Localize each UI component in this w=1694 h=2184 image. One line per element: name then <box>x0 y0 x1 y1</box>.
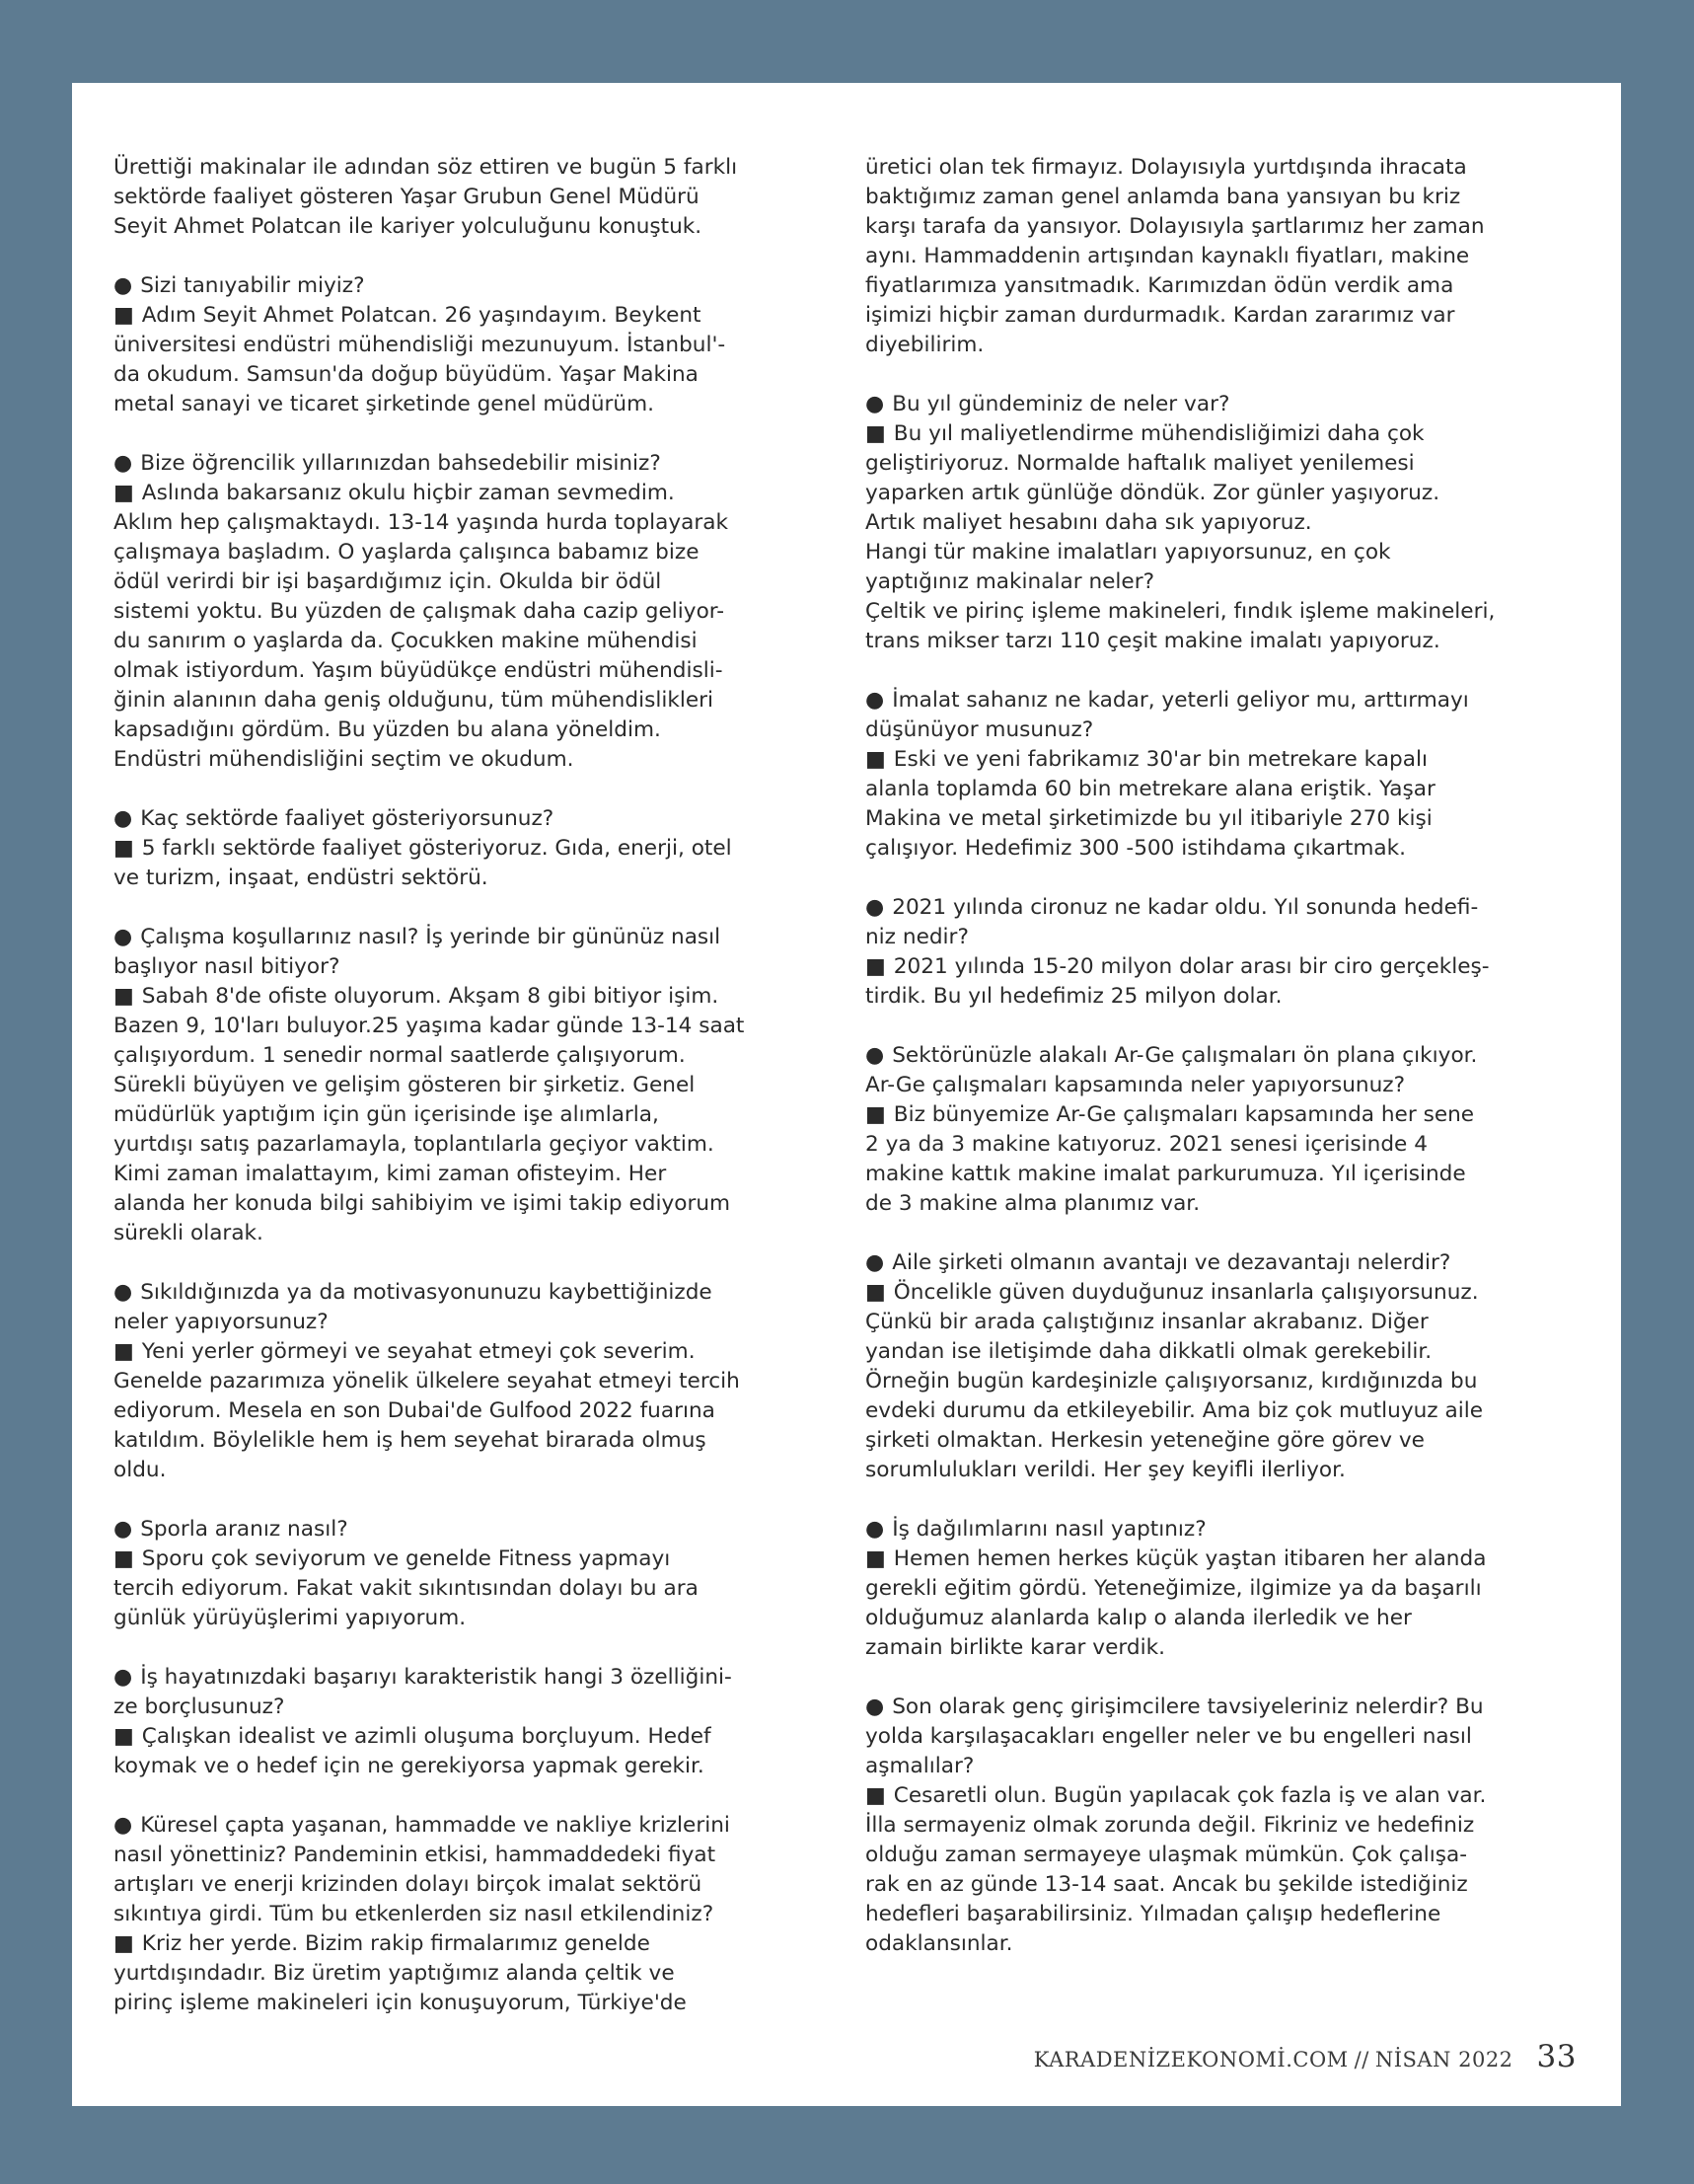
qa-block <box>865 390 1585 656</box>
answer-line: ödül verirdi bir işi başardığımız için. Okulda bir ödül <box>113 569 662 594</box>
answer-line: ■ Kriz her yerde. Bizim rakip firmalarımız genelde <box>113 1929 834 1959</box>
question-line: ● 2021 yılında cironuz ne kadar oldu. Yıl sonunda hedefi- <box>865 893 1585 923</box>
question-line: niz nedir? <box>865 925 969 949</box>
footer-issue: NİSAN 2022 <box>1374 2048 1513 2071</box>
answer-line: hedefleri başarabilirsiniz. Yılmadan çalışıp hedeflerine <box>865 1902 1441 1926</box>
answer-line: Makina ve metal şirketimizde bu yıl itibariyle 270 kişi <box>865 806 1433 831</box>
answer-line: yurtdışı satış pazarlamayla, toplantılarla geçiyor vaktim. <box>113 1132 714 1157</box>
question-line: ● Kaç sektörde faaliyet gösteriyorsunuz? <box>113 804 834 834</box>
answer-line: Çünkü bir arada çalıştığınız insanlar akrabanız. Diğer <box>865 1310 1429 1334</box>
question-line: ● Sektörünüzle alakalı Ar-Ge çalışmaları ön plana çıkıyor. <box>865 1041 1585 1071</box>
question-line: ● İş dağılımlarını nasıl yaptınız? <box>865 1515 1585 1544</box>
qa-block <box>113 1515 834 1633</box>
answer-line: yurtdışındadır. Biz üretim yaptığımız alanda çeltik ve <box>113 1961 675 1986</box>
answer-line: fiyatlarımıza yansıtmadık. Karımızdan ödün verdik ama <box>865 273 1454 298</box>
qa-block <box>113 271 834 419</box>
answer-line: ■ 5 farklı sektörde faaliyet gösteriyoruz. Gıda, enerji, otel <box>113 834 834 864</box>
question-line: ● İmalat sahanız ne kadar, yeterli geliyor mu, arttırmayı <box>865 686 1585 715</box>
answer-line: geliştiriyoruz. Normalde haftalık maliyet yenilemesi <box>865 451 1415 476</box>
question-line: nasıl yönettiniz? Pandeminin etkisi, hammaddedeki fiyat <box>113 1843 716 1867</box>
answer-line: gerekli eğitim gördü. Yeteneğimize, ilgimize ya da başarılı <box>865 1576 1482 1601</box>
answer-line: Çeltik ve pirinç işleme makineleri, fındık işleme makineleri, <box>865 599 1496 624</box>
qa-block <box>865 893 1585 1012</box>
answer-line: işimizi hiçbir zaman durdurmadık. Kardan zararımız var <box>865 303 1455 328</box>
answer-line: evdeki durumu da etkileyebilir. Ama biz çok mutluyuz aile <box>865 1398 1484 1423</box>
answer-line: şirketi olmaktan. Herkesin yeteneğine göre görev ve <box>865 1428 1425 1453</box>
page-number: 33 <box>1536 2039 1577 2074</box>
answer-line: ediyorum. Mesela en son Dubai'de Gulfood 2022 fuarına <box>113 1398 715 1423</box>
answer-line: metal sanayi ve ticaret şirketinde genel müdürüm. <box>113 392 655 416</box>
question-line: ● Son olarak genç girişimcilere tavsiyeleriniz nelerdir? Bu <box>865 1693 1585 1722</box>
question-line: ● Bu yıl gündeminiz de neler var? <box>865 390 1585 419</box>
question-line: ● İş hayatınızdaki başarıyı karakteristik hangi 3 özelliğini- <box>113 1663 834 1693</box>
question-line: ze borçlusunuz? <box>113 1694 285 1719</box>
answer-line: baktığımız zaman genel anlamda bana yansıyan bu kriz <box>865 185 1461 209</box>
answer-line: zamain birlikte karar verdik. <box>865 1635 1165 1660</box>
continued-answer <box>865 153 1585 360</box>
answer-line: yaptığınız makinalar neler? <box>865 569 1155 594</box>
answer-line: ■ Öncelikle güven duyduğunuz insanlarla çalışıyorsunuz. <box>865 1278 1585 1308</box>
answer-line: alanla toplamda 60 bin metrekare alana eriştik. Yaşar <box>865 777 1436 801</box>
page-footer <box>1034 2039 1577 2074</box>
right-column <box>865 153 1585 1989</box>
answer-line: de 3 makine alma planımız var. <box>865 1191 1201 1216</box>
footer-site: KARADENİZEKONOMİ.COM <box>1033 2048 1349 2071</box>
question-line: yolda karşılaşacakları engeller neler ve bu engelleri nasıl <box>865 1724 1472 1749</box>
answer-line: sürekli olarak. <box>113 1221 263 1245</box>
intro-line: Seyit Ahmet Polatcan ile kariyer yolculuğunu konuştuk. <box>113 214 702 239</box>
magazine-page <box>72 83 1621 2106</box>
answer-line: ■ Sporu çok seviyorum ve genelde Fitness yapmayı <box>113 1544 834 1574</box>
qa-block <box>865 686 1585 864</box>
left-column <box>113 153 834 2048</box>
answer-line: olduğu zaman sermayeye ulaşmak mümkün. Çok çalışa- <box>865 1843 1468 1867</box>
answer-line: müdürlük yaptığım için gün içerisinde işe alımlarla, <box>113 1102 659 1127</box>
answer-line: olduğumuz alanlarda kalıp o alanda ilerledik ve her <box>865 1606 1412 1630</box>
answer-line: oldu. <box>113 1458 167 1482</box>
answer-line: diyebilirim. <box>865 333 985 357</box>
question-line: ● Sporla aranız nasıl? <box>113 1515 834 1544</box>
qa-block <box>865 1515 1585 1663</box>
qa-block <box>865 1248 1585 1485</box>
answer-line: yandan ise iletişimde daha dikkatli olmak gerekebilir. <box>865 1339 1433 1364</box>
answer-line: ■ 2021 yılında 15-20 milyon dolar arası bir ciro gerçekleş- <box>865 952 1585 982</box>
answer-line: kapsadığını gördüm. Bu yüzden bu alana yöneldim. <box>113 717 661 742</box>
answer-line: du sanırım o yaşlarda da. Çocukken makine mühendisi <box>113 629 698 653</box>
answer-line: Genelde pazarımıza yönelik ülkelere seyahat etmeyi tercih <box>113 1369 740 1393</box>
question-line: başlıyor nasıl bitiyor? <box>113 954 340 979</box>
answer-line: ve turizm, inşaat, endüstri sektörü. <box>113 866 488 890</box>
answer-line: ■ Cesaretli olun. Bugün yapılacak çok fazla iş ve alan var. <box>865 1781 1585 1811</box>
answer-line: ğinin alanının daha geniş olduğunu, tüm mühendislikleri <box>113 688 713 713</box>
answer-line: sorumlulukları verildi. Her şey keyifli ilerliyor. <box>865 1458 1346 1482</box>
qa-block <box>113 804 834 893</box>
answer-line: Hangi tür makine imalatları yapıyorsunuz, en çok <box>865 540 1391 565</box>
qa-block <box>113 1278 834 1485</box>
answer-line: karşı tarafa da yansıyor. Dolayısıyla şartlarımız her zaman <box>865 214 1485 239</box>
answer-line: Bazen 9, 10'ları buluyor.25 yaşıma kadar günde 13-14 saat <box>113 1014 745 1038</box>
footer-separator: // <box>1354 2048 1369 2071</box>
answer-line: ■ Adım Seyit Ahmet Polatcan. 26 yaşındayım. Beykent <box>113 301 834 331</box>
answer-line: üniversitesi endüstri mühendisliği mezunuyum. İstanbul'- <box>113 333 726 357</box>
question-line: Ar-Ge çalışmaları kapsamında neler yapıyorsunuz? <box>865 1073 1406 1097</box>
answer-line: alanda her konuda bilgi sahibiyim ve işimi takip ediyorum <box>113 1191 731 1216</box>
intro-line: sektörde faaliyet gösteren Yaşar Grubun Genel Müdürü <box>113 185 700 209</box>
answer-line: ■ Biz bünyemize Ar-Ge çalışmaları kapsamında her sene <box>865 1100 1585 1130</box>
answer-line: aynı. Hammaddenin artışından kaynaklı fiyatları, makine <box>865 244 1470 268</box>
answer-line: çalışıyor. Hedefimiz 300 -500 istihdama çıkartmak. <box>865 836 1406 861</box>
question-line: ● Bize öğrencilik yıllarınızdan bahsedebilir misiniz? <box>113 449 834 479</box>
answer-line: ■ Aslında bakarsanız okulu hiçbir zaman sevmedim. <box>113 479 834 508</box>
answer-line: Artık maliyet hesabını daha sık yapıyoruz. <box>865 510 1312 535</box>
answer-line: Endüstri mühendisliğini seçtim ve okudum. <box>113 747 574 772</box>
answer-line: tercih ediyorum. Fakat vakit sıkıntısından dolayı bu ara <box>113 1576 699 1601</box>
answer-line: yaparken artık günlüğe döndük. Zor günler yaşıyoruz. <box>865 481 1440 505</box>
qa-block <box>113 923 834 1248</box>
question-line: neler yapıyorsunuz? <box>113 1310 329 1334</box>
question-line: ● Küresel çapta yaşanan, hammadde ve nakliye krizlerini <box>113 1811 834 1841</box>
answer-line: makine kattık makine imalat parkurumuza. Yıl içerisinde <box>865 1162 1466 1186</box>
question-line: ● Çalışma koşullarınız nasıl? İş yerinde bir gününüz nasıl <box>113 923 834 952</box>
qa-block <box>113 449 834 775</box>
answer-line: tirdik. Bu yıl hedefimiz 25 milyon dolar. <box>865 984 1283 1009</box>
question-line: ● Sizi tanıyabilir miyiz? <box>113 271 834 301</box>
question-line: ● Aile şirketi olmanın avantajı ve dezavantajı nelerdir? <box>865 1248 1585 1278</box>
answer-line: odaklansınlar. <box>865 1931 1013 1956</box>
qa-block <box>865 1693 1585 1959</box>
answer-line: çalışmaya başladım. O yaşlarda çalışınca babamız bize <box>113 540 700 565</box>
qa-block <box>865 1041 1585 1219</box>
answer-line: İlla sermayeniz olmak zorunda değil. Fikriniz ve hedefiniz <box>865 1813 1475 1838</box>
question-line: artışları ve enerji krizinden dolayı birçok imalat sektörü <box>113 1872 702 1897</box>
answer-line: ■ Sabah 8'de ofiste oluyorum. Akşam 8 gibi bitiyor işim. <box>113 982 834 1012</box>
answer-line: Kimi zaman imalattayım, kimi zaman ofisteyim. Her <box>113 1162 667 1186</box>
answer-line: Sürekli büyüyen ve gelişim gösteren bir şirketiz. Genel <box>113 1073 696 1097</box>
answer-line: ■ Bu yıl maliyetlendirme mühendisliğimizi daha çok <box>865 419 1585 449</box>
question-line: ● Sıkıldığınızda ya da motivasyonunuzu kaybettiğinizde <box>113 1278 834 1308</box>
answer-line: ■ Hemen hemen herkes küçük yaştan itibaren her alanda <box>865 1544 1585 1574</box>
intro-paragraph <box>113 153 834 242</box>
answer-line: çalışıyordum. 1 senedir normal saatlerde çalışıyorum. <box>113 1043 686 1068</box>
answer-line: 2 ya da 3 makine katıyoruz. 2021 senesi içerisinde 4 <box>865 1132 1428 1157</box>
question-line: sıkıntıya girdi. Tüm bu etkenlerden siz nasıl etkilendiniz? <box>113 1902 714 1926</box>
answer-line: Aklım hep çalışmaktaydı. 13-14 yaşında hurda toplayarak <box>113 510 729 535</box>
answer-line: sistemi yoktu. Bu yüzden de çalışmak daha cazip geliyor- <box>113 599 725 624</box>
question-line: aşmalılar? <box>865 1754 975 1778</box>
answer-line: rak en az günde 13-14 saat. Ancak bu şekilde istediğiniz <box>865 1872 1468 1897</box>
answer-line: günlük yürüyüşlerimi yapıyorum. <box>113 1606 467 1630</box>
answer-line: ■ Yeni yerler görmeyi ve seyahat etmeyi çok severim. <box>113 1337 834 1367</box>
answer-line: Örneğin bugün kardeşinizle çalışıyorsanız, kırdığınızda bu <box>865 1369 1478 1393</box>
answer-line: üretici olan tek firmayız. Dolayısıyla yurtdışında ihracata <box>865 155 1467 180</box>
answer-line: ■ Eski ve yeni fabrikamız 30'ar bin metrekare kapalı <box>865 745 1585 775</box>
intro-line: Ürettiği makinalar ile adından söz ettiren ve bugün 5 farklı <box>113 155 738 180</box>
answer-line: da okudum. Samsun'da doğup büyüdüm. Yaşar Makina <box>113 362 699 387</box>
question-line: düşünüyor musunuz? <box>865 717 1094 742</box>
answer-line: trans mikser tarzı 110 çeşit makine imalatı yapıyoruz. <box>865 629 1440 653</box>
answer-line: pirinç işleme makineleri için konuşuyorum, Türkiye'de <box>113 1991 687 2015</box>
answer-line: olmak istiyordum. Yaşım büyüdükçe endüstri mühendisli- <box>113 658 723 683</box>
answer-line: katıldım. Böylelikle hem iş hem seyehat birarada olmuş <box>113 1428 706 1453</box>
answer-line: koymak ve o hedef için ne gerekiyorsa yapmak gerekir. <box>113 1754 704 1778</box>
qa-block <box>113 1811 834 2018</box>
answer-line: ■ Çalışkan idealist ve azimli oluşuma borçluyum. Hedef <box>113 1722 834 1752</box>
qa-block <box>113 1663 834 1781</box>
